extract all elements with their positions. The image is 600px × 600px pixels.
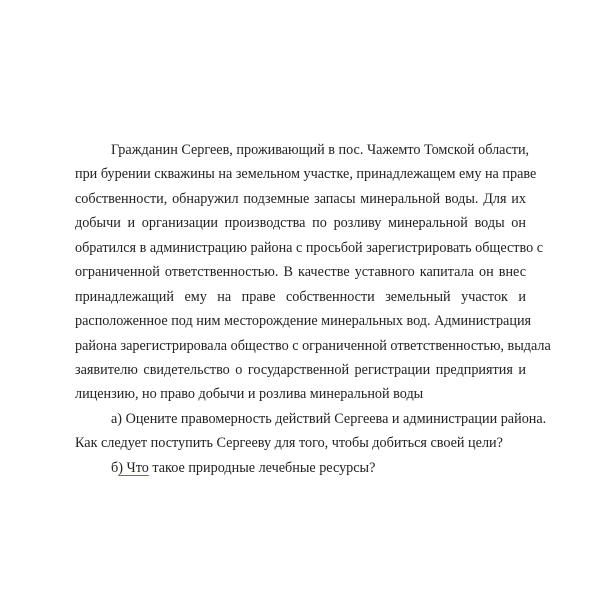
question-a-line: Как следует поступить Сергееву для того, чтобы добиться своей цели? [75, 435, 503, 452]
paragraph-line: принадлежащий ему на праве собственности земельный участок и [75, 288, 526, 305]
question-a-line: а) Оцените правомерность действий Сергеева и администрации района. [111, 410, 547, 427]
question-b-text: такое природные лечебные ресурсы? [148, 459, 376, 476]
paragraph-line: Гражданин Сергеев, проживающий в пос. Чажемто Томской области, [111, 142, 530, 158]
spellcheck-underlined-text[interactable]: ) Что [118, 459, 149, 476]
paragraph-line: района зарегистрировала общество с ограниченной ответственностью, выдала [75, 337, 551, 354]
question-b [75, 459, 526, 483]
question-b-prefix: б [111, 459, 119, 476]
paragraph-line: добычи и организации производства по розливу минеральной воды он [75, 215, 526, 232]
paragraph-line: расположенное под ним месторождение минеральных вод. Администрация [75, 313, 532, 330]
document-body [75, 141, 551, 483]
paragraph-line: лицензию, но право добычи и розлива минеральной воды [75, 386, 424, 403]
paragraph-line: ограниченной ответственностью. В качестве уставного капитала он внес [75, 264, 526, 281]
paragraph-line: собственности, обнаружил подземные запасы минеральной воды. Для их [75, 190, 526, 207]
paragraph-line: при бурении скважины на земельном участке, принадлежащем ему на праве [75, 166, 537, 183]
paragraph-line: заявителю свидетельство о государственной регистрации предприятия и [75, 361, 526, 378]
paragraph-line: обратился в администрацию района с просьбой зарегистрировать общество с [75, 239, 544, 256]
